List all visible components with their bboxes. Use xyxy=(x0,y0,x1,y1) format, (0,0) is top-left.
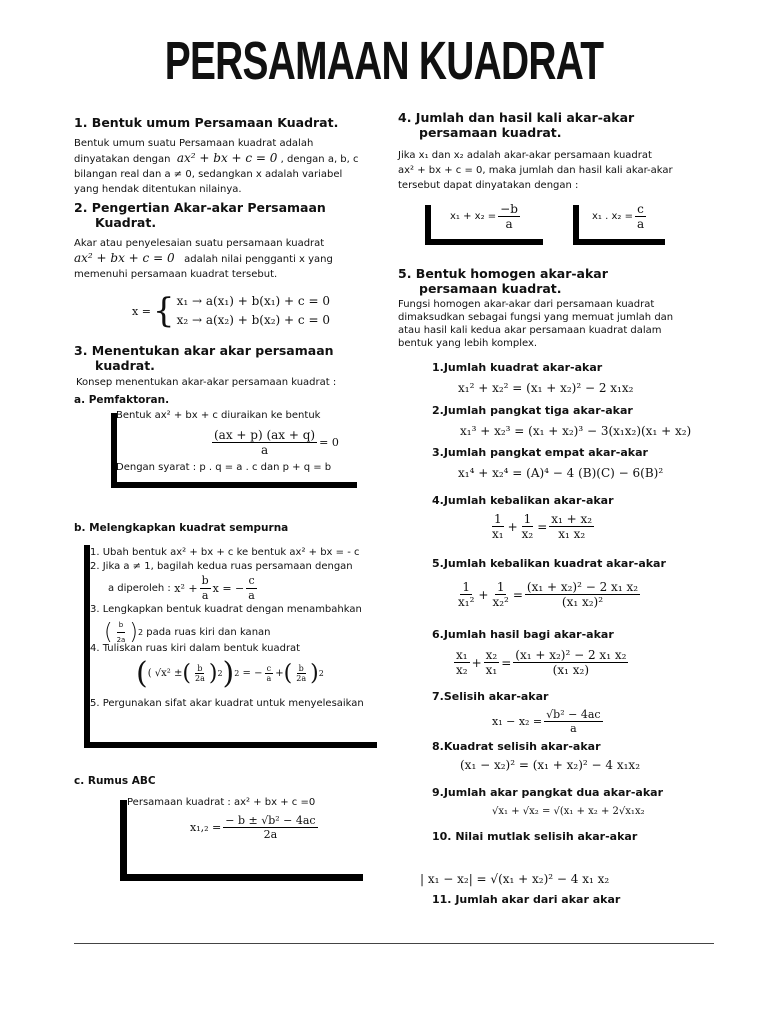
c-formula-den: 2a xyxy=(263,828,278,841)
s1-line4: yang hendak ditentukan nilainya. xyxy=(74,184,242,195)
section-5-body: Fungsi homogen akar-akar dari persamaan kuadrat dimaksudkan sebagai fungsi yang memuat jumlah dan atau hasil kali kedua akar persamaan kuadrat dalam bentuk yang lebih komplex. xyxy=(398,299,674,349)
item-4-label: 4.Jumlah kebalikan akar-akar xyxy=(432,494,614,507)
s3-c-label: c. Rumus ABC xyxy=(74,775,156,787)
s1-line3: bilangan real dan a ≠ 0, sedangkan x adalah variabel xyxy=(74,169,343,180)
s1-line2: dinyatakan dengan ax² + bx + c = 0 , dengan a, b, c xyxy=(74,151,359,165)
item-5-formula: $\frac{1}{\text{x₁²}}$ + $\frac{1}{\text{x₂²}}$ = $\frac{\text{(x₁ + x₂)² − 2 x₁ x₂}}{\text{(x₁ x₂)²}}$ xyxy=(458,580,639,609)
section-1-body xyxy=(74,136,372,197)
box-a-bottom-bar xyxy=(111,482,357,488)
section-3-heading: 3. Menentukan akar akar persamaan xyxy=(74,343,334,358)
item-3-formula: x₁⁴ + x₂⁴ = (A)⁴ − 4 (B)(C) − 6(B)² xyxy=(458,466,664,480)
section-2-body xyxy=(74,236,372,282)
section-1-heading: 1. Bentuk umum Persamaan Kuadrat. xyxy=(74,115,339,130)
box-c-bottom-bar xyxy=(120,874,363,881)
section-3-heading-cont: kuadrat. xyxy=(95,358,155,373)
page-title: PERSAMAAN KUADRAT xyxy=(164,31,604,91)
sum-formula: x₁ + x₂ = $\frac{-b}{a}$ xyxy=(450,202,518,231)
section-5-heading: 5. Bentuk homogen akar-akar xyxy=(398,266,608,281)
item-2-label: 2.Jumlah pangkat tiga akar-akar xyxy=(432,404,633,417)
s2-eq-lhs: x = xyxy=(132,304,151,318)
item-9-label: 9.Jumlah akar pangkat dua akar-akar xyxy=(432,786,664,799)
s2-line2: ax² + bx + c = 0 adalah nilai pengganti x yang xyxy=(74,251,333,265)
c-formula-num: − b ± √b² − 4ac xyxy=(225,814,316,827)
s1-line1: Bentuk umum suatu Persamaan kuadrat adalah xyxy=(74,138,314,149)
section-2-heading: 2. Pengertian Akar-akar Persamaan xyxy=(74,200,326,215)
s3-b4-formula: ( ( √x² ± ( $\frac{b}{2a}$ ) 2 ) 2 = − $\frac{c}{a}$ + ( $\frac{b}{2a}$ ) 2 xyxy=(136,656,324,691)
s3-a-line2: Dengan syarat : p . q = a . c dan p + q = b xyxy=(116,462,332,473)
item-2-formula: x₁³ + x₂³ = (x₁ + x₂)³ − 3(x₁x₂)(x₁ + x₂) xyxy=(460,424,692,438)
box-a-left-bar xyxy=(111,413,117,485)
s2-eq1: x₁ → a(x₁) + b(x₁) + c = 0 xyxy=(176,294,330,308)
brace-icon: { xyxy=(152,291,175,331)
s3-b4: 4. Tuliskan ruas kiri dalam bentuk kuadrat xyxy=(90,643,301,654)
s3-b2: 2. Jika a ≠ 1, bagilah kedua ruas persamaan dengan xyxy=(90,561,353,572)
section-5-heading-cont: persamaan kuadrat. xyxy=(419,281,562,296)
box-sum-bottom-bar xyxy=(425,239,543,245)
item-3-label: 3.Jumlah pangkat empat akar-akar xyxy=(432,446,648,459)
item-7-label: 7.Selisih akar-akar xyxy=(432,690,549,703)
item-7-formula: x₁ − x₂ = $\frac{\text{√b² − 4ac}}{a}$ xyxy=(492,708,601,735)
item-9-formula: √x₁ + √x₂ = √(x₁ + x₂ + 2√x₁x₂ xyxy=(492,806,645,817)
s3-c-line1: Persamaan kuadrat : ax² + bx + c =0 xyxy=(127,797,316,808)
s3-a-formula xyxy=(210,428,339,457)
s3-b3-formula: ( $\frac{b}{2a}$ ) 2 pada ruas kiri dan kanan xyxy=(104,619,271,645)
a-frac-equals: = 0 xyxy=(319,436,339,449)
s1-formula: ax² + bx + c = 0 xyxy=(176,151,278,165)
item-5-label: 5.Jumlah kebalikan kuadrat akar-akar xyxy=(432,557,666,570)
item-11-label: 11. Jumlah akar dari akar akar xyxy=(432,893,621,906)
s3-b1: 1. Ubah bentuk ax² + bx + c ke bentuk ax² + bx = - c xyxy=(90,547,360,558)
section-4-heading: 4. Jumlah dan hasil kali akar-akar xyxy=(398,110,635,125)
section-3 xyxy=(74,343,372,406)
s2-system-equation xyxy=(132,292,330,330)
s3-b-label: b. Melengkapkan kuadrat sempurna xyxy=(74,522,289,534)
a-frac-denominator: a xyxy=(260,443,269,457)
item-10-label: 10. Nilai mutlak selisih akar-akar xyxy=(432,830,638,843)
item-8-formula: (x₁ − x₂)² = (x₁ + x₂)² − 4 x₁x₂ xyxy=(460,758,640,772)
section-4-body: Jika x₁ dan x₂ adalah akar-akar persamaan kuadrat ax² + bx + c = 0, maka jumlah dan hasil kali akar-akar tersebut dapat dinyatakan dengan : xyxy=(398,150,673,191)
item-10-formula: | x₁ − x₂| = √(x₁ + x₂)² − 4 x₁ x₂ xyxy=(420,872,610,886)
section-4-heading-cont: persamaan kuadrat. xyxy=(419,125,562,140)
item-4-formula: $\frac{1}{\text{x₁}}$ + $\frac{1}{\text{x₂}}$ = $\frac{\text{x₁ + x₂}}{\text{x₁ x₂}}$ xyxy=(492,512,593,541)
section-1 xyxy=(74,115,372,197)
section-4 xyxy=(398,110,696,193)
s2-formula: ax² + bx + c = 0 xyxy=(74,251,175,265)
s2-line1: Akar atau penyelesaian suatu persamaan kuadrat xyxy=(74,238,325,249)
section-2-heading-cont: Kuadrat. xyxy=(95,215,157,230)
s3-b3: 3. Lengkapkan bentuk kuadrat dengan menambahkan xyxy=(90,604,362,615)
s3-a-line1: Bentuk ax² + bx + c diuraikan ke bentuk xyxy=(116,410,321,421)
box-b-bottom-bar xyxy=(84,742,377,748)
item-1-label: 1.Jumlah kuadrat akar-akar xyxy=(432,361,603,374)
item-6-formula: $\frac{\text{x₁}}{\text{x₂}}$ + $\frac{\text{x₂}}{\text{x₁}}$ = $\frac{\text{(x₁ + x₂)² − 2 x₁ x₂}}{\text{(x₁ x₂)}}$ xyxy=(456,648,627,677)
item-8-label: 8.Kuadrat selisih akar-akar xyxy=(432,740,601,753)
s3-intro: Konsep menentukan akar-akar persamaan kuadrat : xyxy=(76,377,337,388)
box-c-left-bar xyxy=(120,800,127,880)
footer-divider xyxy=(74,943,714,944)
section-2 xyxy=(74,200,372,282)
s3-b2-formula: a diperoleh : x² + $\frac{b}{a}$ x = − $\frac{c}{a}$ xyxy=(108,574,255,602)
c-formula-lhs: x₁,₂ = xyxy=(190,821,222,834)
s2-eq2: x₂ → a(x₂) + b(x₂) + c = 0 xyxy=(176,313,330,327)
s3-a-label: a. Pemfaktoran. xyxy=(74,394,170,406)
a-frac-numerator: (ax + p) (ax + q) xyxy=(214,428,316,442)
prod-formula: x₁ . x₂ = $\frac{c}{a}$ xyxy=(592,202,645,231)
box-prod-bottom-bar xyxy=(573,239,665,245)
section-5 xyxy=(398,266,696,350)
s3-c-formula xyxy=(190,814,320,841)
s2-line3: memenuhi persamaan kuadrat tersebut. xyxy=(74,269,278,280)
item-1-formula: x₁² + x₂² = (x₁ + x₂)² − 2 x₁x₂ xyxy=(458,381,634,395)
item-6-label: 6.Jumlah hasil bagi akar-akar xyxy=(432,628,614,641)
s3-b5: 5. Pergunakan sifat akar kuadrat untuk menyelesaikan xyxy=(90,698,364,709)
